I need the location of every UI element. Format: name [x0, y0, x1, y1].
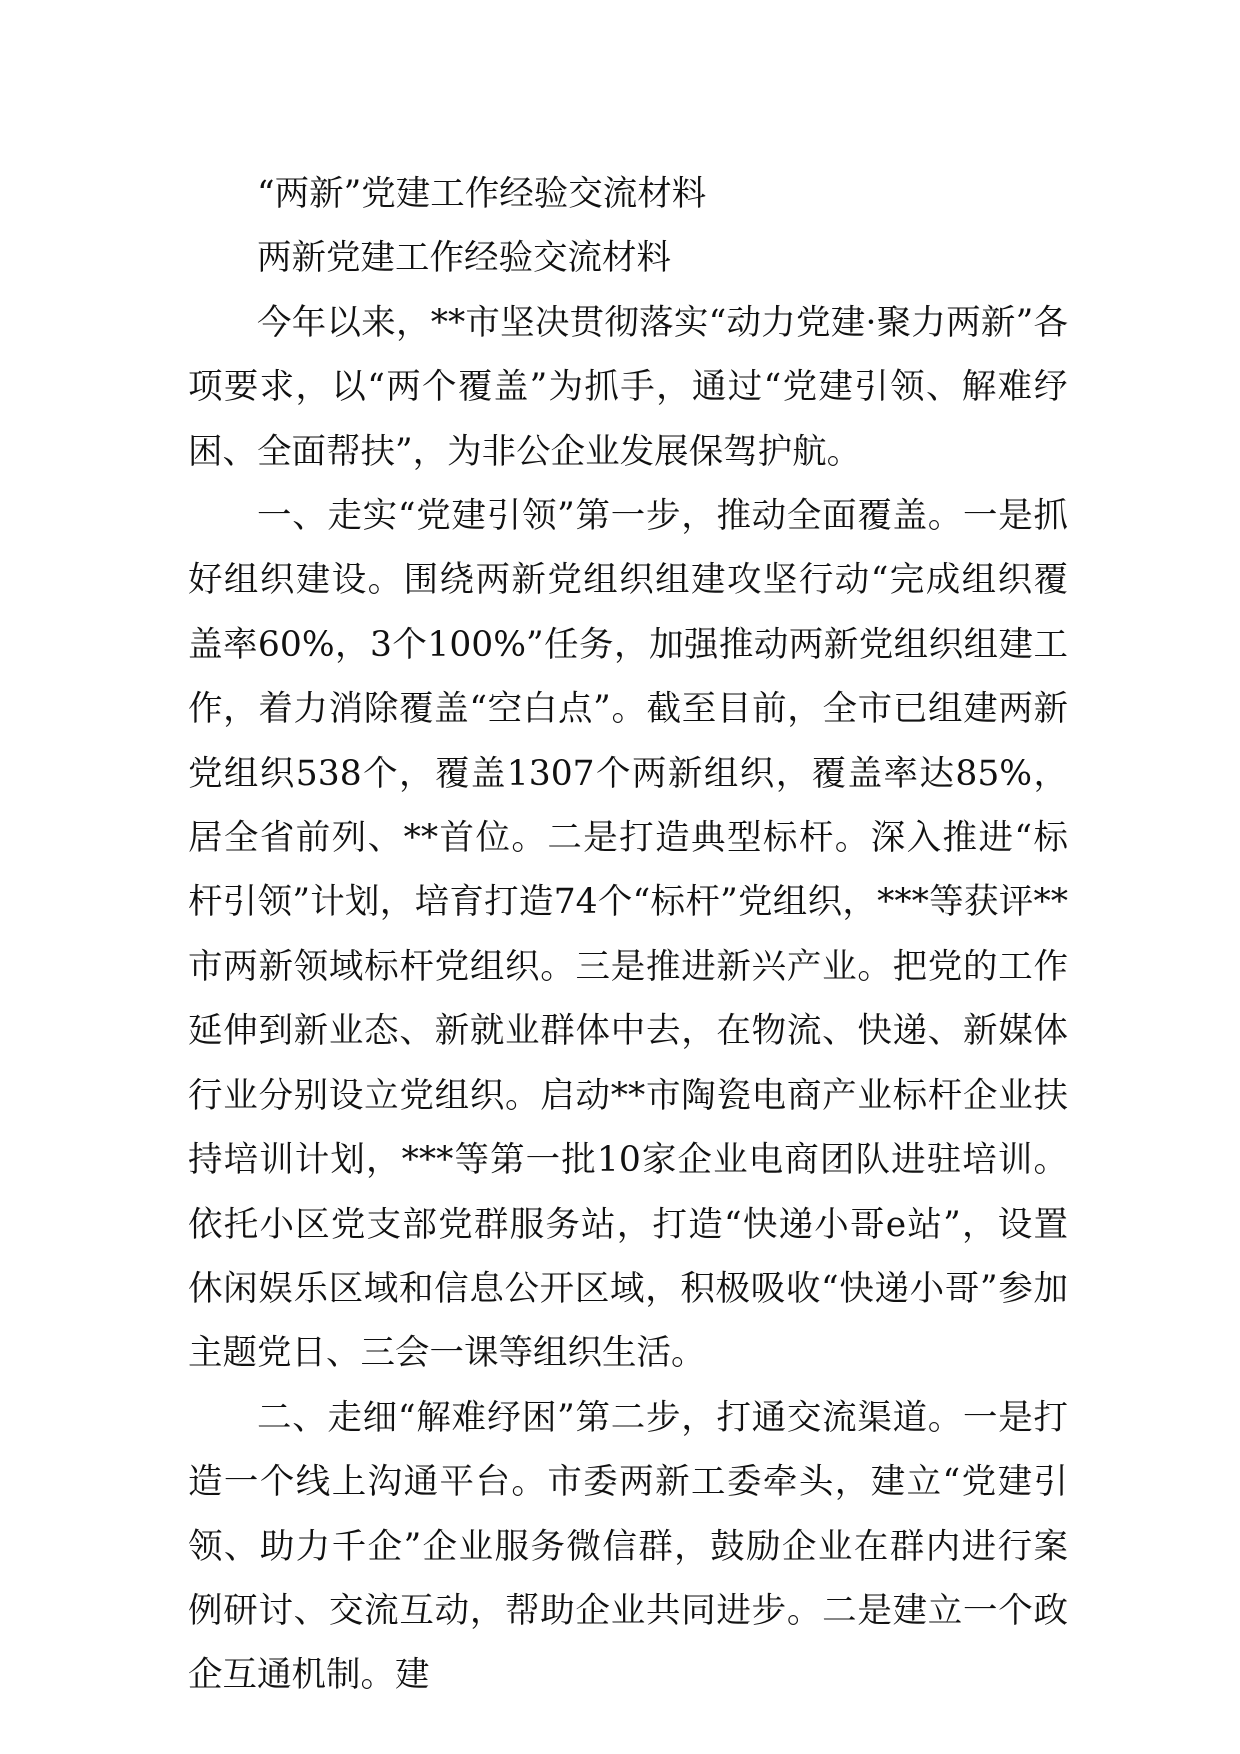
paragraph-section-one: 一、走实“党建引领”第一步，推动全面覆盖。一是抓好组织建设。围绕两新党组织组建攻坚行动“完成组织覆盖率60%，3个100%”任务，加强推动两新党组织组建工作，着力消除覆盖“空白点”。截至目前，全市已组建两新党组织538个，覆盖1307个两新组织，覆盖率达85%，居全省前列、**首位。二是打造典型标杆。深入推进“标杆引领”计划，培育打造74个“标杆”党组织，***等获评**市两新领域标杆党组织。三是推进新兴产业。把党的工作延伸到新业态、新就业群体中去，在物流、快递、新媒体行业分别设立党组织。启动**市陶瓷电商产业标杆企业扶持培训计划，***等第一批10家企业电商团队进驻培训。依托小区党支部党群服务站，打造“快递小哥e站”，设置休闲娱乐区域和信息公开区域，积极吸收“快递小哥”参加主题党日、三会一课等组织生活。: [188, 496, 1068, 1374]
document-subtitle: 两新党建工作经验交流材料: [257, 238, 671, 279]
paragraph-intro: 今年以来，**市坚决贯彻落实“动力党建·聚力两新”各项要求，以“两个覆盖”为抓手，通过“党建引领、解难纾困、全面帮扶”，为非公企业发展保驾护航。: [188, 302, 1068, 472]
document-body: [188, 162, 1068, 1708]
paragraph-section-two: 二、走细“解难纾困”第二步，打通交流渠道。一是打造一个线上沟通平台。市委两新工委牵头，建立“党建引领、助力千企”企业服务微信群，鼓励企业在群内进行案例研讨、交流互动，帮助企业共同进步。二是建立一个政企互通机制。建: [188, 1397, 1068, 1696]
document-title: “两新”党建工作经验交流材料: [257, 174, 707, 214]
